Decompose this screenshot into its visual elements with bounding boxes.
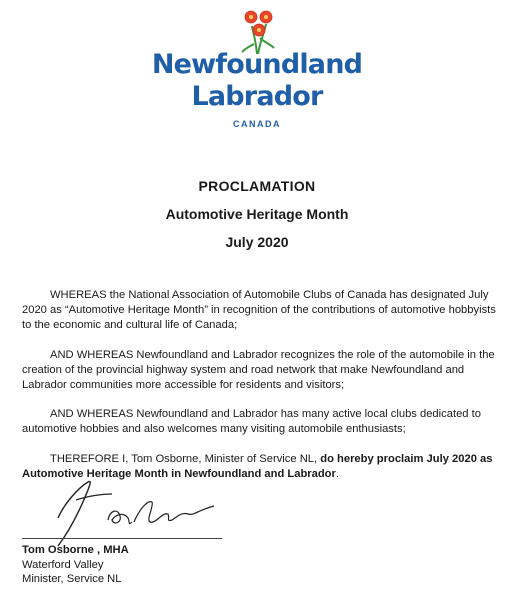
signer-title: Minister, Service NL xyxy=(22,573,122,586)
therefore-end: . xyxy=(335,467,339,480)
nl-logo xyxy=(0,0,514,140)
heading-block xyxy=(0,172,514,256)
proclamation-statement: do hereby proclaim July 2020 as Automotive Heritage Month in Newfoundland and Labrador xyxy=(22,452,493,480)
logo-labrador-text: Labrador xyxy=(191,81,323,112)
proclamation-title: PROCLAMATION xyxy=(198,178,316,194)
proclamation-body xyxy=(22,288,500,496)
logo-newfoundland-text: Newfoundland xyxy=(151,49,363,80)
signature-line xyxy=(22,538,222,539)
paragraph-and-whereas-2: AND WHEREAS Newfoundland and Labrador has many active local clubs dedicated to automotive hobbies and also welcomes many visiting automobile enthusiasts; xyxy=(22,408,481,436)
proclamation-date: July 2020 xyxy=(225,234,289,250)
paragraph-and-whereas-1: AND WHEREAS Newfoundland and Labrador recognizes the role of the automobile in the creation of the provincial highway system and road network that make Newfoundland and Labrador communities more accessible for residents and visitors; xyxy=(22,348,495,392)
proclamation-subtitle: Automotive Heritage Month xyxy=(165,206,349,222)
paragraph-whereas: WHEREAS the National Association of Automobile Clubs of Canada has designated July 2020 as “Automotive Heritage Month” in recognition of the contributions of automotive hobbyists to the economic and cultural life of Canada; xyxy=(22,289,496,332)
signer-block xyxy=(22,543,129,587)
therefore-text: THEREFORE I, Tom Osborne, Minister of Service NL, xyxy=(50,452,321,465)
signer-name: Tom Osborne , MHA xyxy=(22,544,129,556)
logo-canada-text: CANADA xyxy=(233,119,281,129)
signer-district: Waterford Valley xyxy=(22,558,104,571)
